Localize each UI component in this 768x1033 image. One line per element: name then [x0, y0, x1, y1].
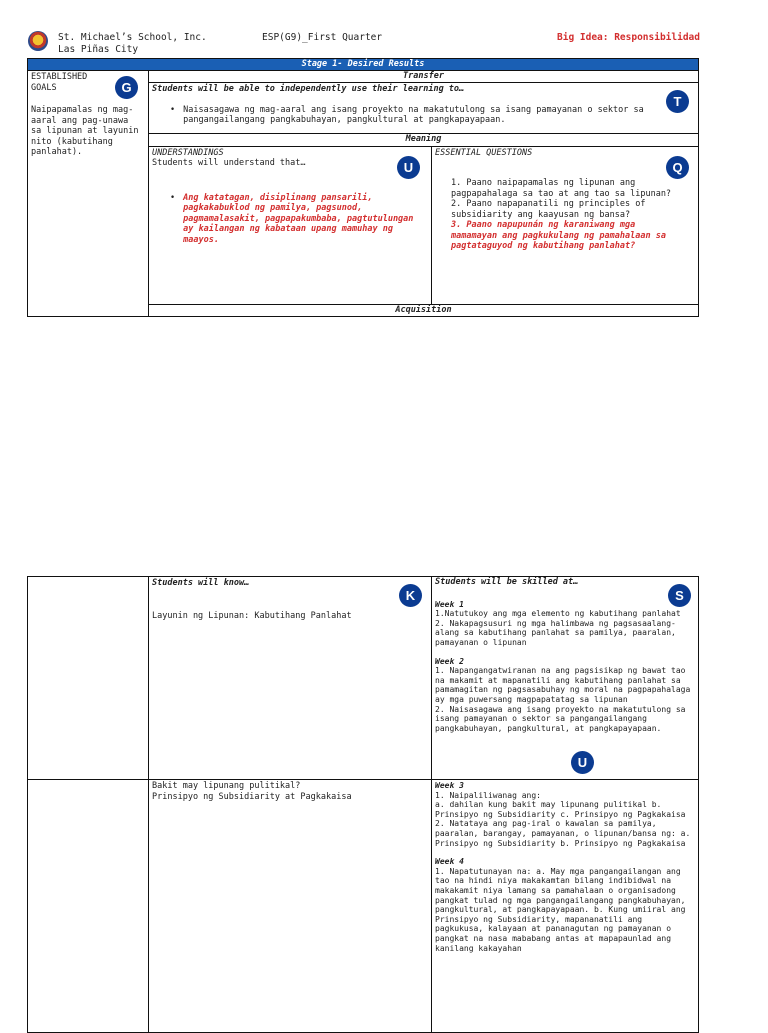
- goals-label: ESTABLISHED GOALS: [31, 72, 88, 93]
- transfer-t-badge-icon: T: [666, 90, 689, 113]
- transfer-label: Transfer: [149, 71, 699, 83]
- eq-item-2: 2. Paano napapanatili ng principles of subsidiarity ang kaayusan ng bansa?: [451, 199, 646, 220]
- knowledge-k-badge-icon: K: [399, 584, 422, 607]
- understandings-cell: [149, 146, 432, 304]
- week-4-label: Week 4: [435, 857, 464, 867]
- eq-item-3: 3. Paano napupunán ng karaniwang mga mamamayan ang pagkukulang ng pamahalaan sa pagtataguyod ng kabutihang panlahat?: [451, 220, 666, 252]
- understandings-label: UNDERSTANDINGS: [152, 147, 224, 158]
- school-city: Las Piñas City: [58, 44, 139, 55]
- acquisition-label: Acquisition: [149, 304, 699, 316]
- week-2-skill-2: 2. Naisasagawa ang isang proyekto na makatutulong sa isang pamayanan o sektor sa pangangailangang pangkabuhayan, pangkultural, at pangkapayapaan.: [435, 704, 686, 733]
- acquisition-table: [27, 576, 699, 1033]
- understandings-intro: Students will understand that…: [152, 158, 306, 169]
- school-seal-logo: [28, 31, 48, 51]
- know-cell-1: [149, 577, 432, 780]
- understanding-u-badge-2-icon: U: [571, 751, 594, 774]
- skilled-intro: Students will be skilled at…: [435, 577, 579, 587]
- know-item-2: Bakit may lipunang pulitikal? Prinsipyo ng Subsidiarity at Pagkakaisa: [152, 781, 352, 802]
- week-1-skill-2: 2. Nakapagsusuri ng mga halimbawa ng pagsasaalang-alang sa kabutihang panlahat sa pamilya, paaralan, pamayanan o lipunan: [435, 618, 676, 647]
- know-intro: Students will know…: [152, 578, 250, 588]
- skills-cell-2: [432, 780, 699, 1033]
- week-3-skill-2: 2. Natataya ang pag-iral o kawalan sa pamilya, paaralan, barangay, pamayanan, o lipunan/bansa ng: a. Prinsipyo ng Subsidiarity b. Prinsipyo ng Pagkakaisa: [435, 819, 691, 848]
- understandings-item: • Ang katatagan, disiplinang pansarili, pagkakabuklod ng pamilya, pagsunod, pagmamalasakit, pagpapakumbaba, pagtutulungan ay kailangan ng kabataan upang mamuhay ng maayos.: [170, 192, 414, 245]
- transfer-item: • Naisasagawa ng mag-aaral ang isang proyekto na makatutulong sa isang pamayanan o sektor sa pangangailangang pangkabuhayan, pangkultural at pangkapayapaan.: [170, 104, 644, 126]
- course-title: ESP(G9)_First Quarter: [262, 32, 383, 43]
- week-1-label: Week 1: [435, 599, 464, 609]
- blank-cell-1: [28, 577, 149, 780]
- skill-s-badge-icon: S: [668, 584, 691, 607]
- week-3-label: Week 3: [435, 781, 464, 790]
- skills-cell-1: [432, 577, 699, 780]
- understanding-u-badge-icon: U: [397, 156, 420, 179]
- essential-questions-cell: [432, 146, 699, 304]
- week-2-skill-1: 1. Napangangatwiranan na ang pagsisikap ng bawat tao na makamit at mapanatili ang kabutihang panlahat sa pamamagitan ng pagsasabuhay ng moral na pagpapahalaga ay mga puwersang magpapatatag sa lipunan: [435, 666, 691, 704]
- goals-text: Naipapamalas ng mag-aaral ang pag-unawa sa lipunan at layunin nito (kabutihang panlahat).: [31, 105, 139, 157]
- eq-label: ESSENTIAL QUESTIONS: [435, 147, 533, 158]
- week-1-skill-1: 1.Natutukoy ang mga elemento ng kabutihang panlahat: [435, 609, 681, 619]
- week-2-label: Week 2: [435, 656, 464, 666]
- goal-g-badge-icon: G: [115, 76, 138, 99]
- goals-cell: [28, 71, 149, 317]
- big-idea: Big Idea: Responsibilidad: [557, 32, 700, 43]
- eq-list: [435, 178, 695, 252]
- transfer-cell: [149, 83, 699, 134]
- blank-cell-2: [28, 780, 149, 1033]
- stage1-title: Stage 1- Desired Results: [28, 59, 699, 71]
- transfer-intro: Students will be able to independently use their learning to…: [152, 84, 465, 95]
- know-item-1: Layunin ng Lipunan: Kabutihang Panlahat: [152, 610, 352, 621]
- week-4-skill-1: 1. Napatutunayan na: a. May mga pangangailangan ang tao na hindi niya makakamtan bilang indibidwal na makakamit niya lamang sa pamahalaan o organisadong pangkat tulad ng mga pangangailangang pangkabuhayan, pangkultural, at pangkapayapaan. b. Kung umiiral ang Prinsipyo ng Subsidiarity, mapananatili ang pagkukusa, kalayaan at pananagutan ng pamayanan o pangkat na nasa mababang antas at mapapaunlad ang kanilang kakayahan: [435, 866, 686, 953]
- eq-item-1: 1. Paano naipapamalas ng lipunan ang pagpapahalaga sa tao at ang tao sa lipunan?: [451, 178, 672, 199]
- question-q-badge-icon: Q: [666, 156, 689, 179]
- meaning-label: Meaning: [149, 134, 699, 146]
- know-cell-2: [149, 780, 432, 1033]
- week-3-skill-1: 1. Naipaliliwanag ang: a. dahilan kung bakit may lipunang pulitikal b. Prinsipyo ng Subsidiarity c. Prinsipyo ng Pagkakaisa: [435, 790, 686, 819]
- school-name: St. Michael’s School, Inc.: [58, 32, 207, 43]
